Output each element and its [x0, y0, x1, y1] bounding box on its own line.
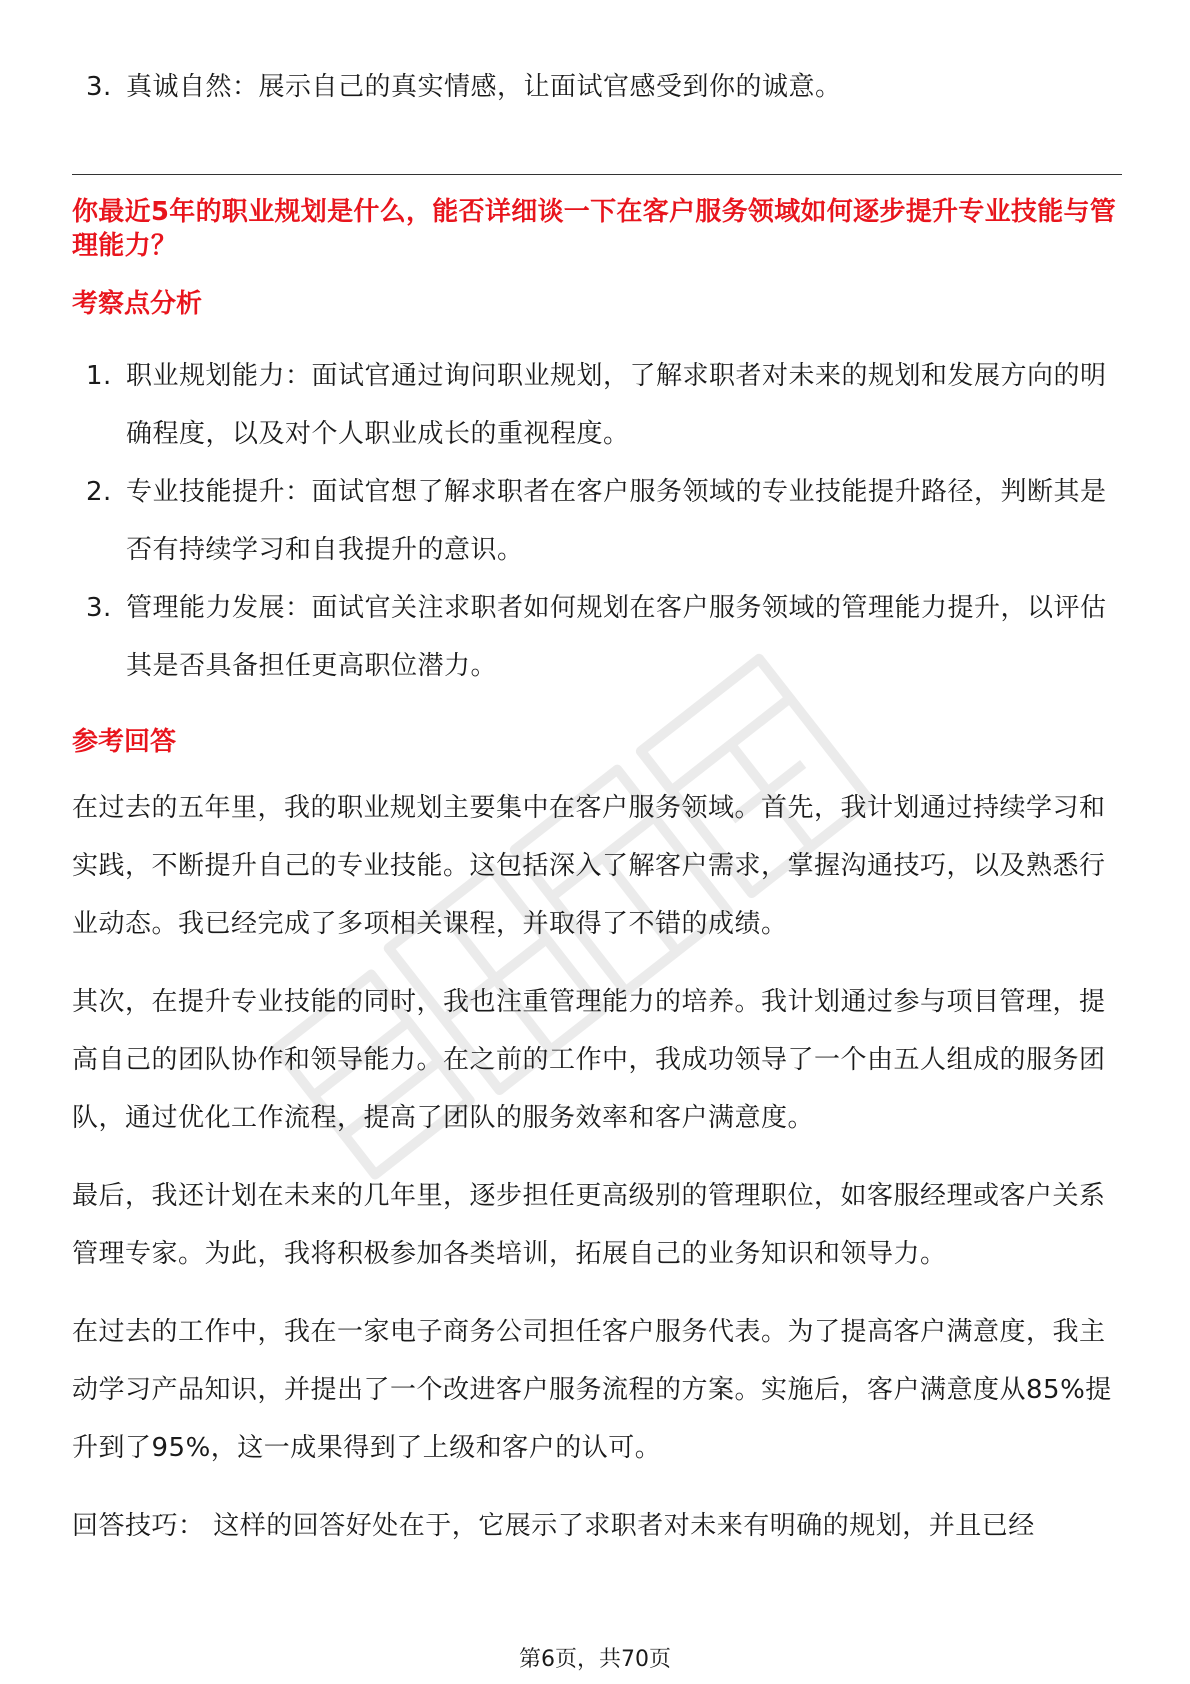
list-number: 1. — [86, 361, 112, 391]
answer-paragraph: 最后，我还计划在未来的几年里，逐步担任更高级别的管理职位，如客服经理或客户关系管理专家。为此，我将积极参加各类培训，拓展自己的业务知识和领导力。 — [72, 1181, 1106, 1269]
list-item — [72, 579, 1122, 695]
answer-paragraph: 其次，在提升专业技能的同时，我也注重管理能力的培养。我计划通过参与项目管理，提高自己的团队协作和领导能力。在之前的工作中，我成功领导了一个由五人组成的服务团队，通过优化工作流程，提高了团队的服务效率和客户满意度。 — [72, 987, 1106, 1133]
list-text: 专业技能提升：面试官想了解求职者在客户服务领域的专业技能提升路径，判断其是否有持续学习和自我提升的意识。 — [126, 477, 1107, 565]
tips-paragraph: 回答技巧： 这样的回答好处在于，它展示了求职者对未来有明确的规划，并且已经 — [72, 1511, 1035, 1541]
continued-list — [72, 58, 1122, 116]
main-content — [72, 58, 1122, 1555]
list-item — [72, 347, 1122, 463]
list-number: 3. — [86, 72, 112, 102]
list-item — [72, 58, 1122, 116]
list-number: 2. — [86, 477, 112, 507]
list-text: 职业规划能力：面试官通过询问职业规划，了解求职者对未来的规划和发展方向的明确程度，以及对个人职业成长的重视程度。 — [126, 361, 1107, 449]
question-heading: 你最近5年的职业规划是什么，能否详细谈一下在客户服务领域如何逐步提升专业技能与管理能力？ — [72, 197, 1117, 261]
answer-paragraph: 在过去的五年里，我的职业规划主要集中在客户服务领域。首先，我计划通过持续学习和实践，不断提升自己的专业技能。这包括深入了解客户需求，掌握沟通技巧，以及熟悉行业动态。我已经完成了多项相关课程，并取得了不错的成绩。 — [72, 793, 1106, 939]
answer-paragraph: 在过去的工作中，我在一家电子商务公司担任客户服务代表。为了提高客户满意度，我主动学习产品知识，并提出了一个改进客户服务流程的方案。实施后，客户满意度从85%提升到了95%，这一成果得到了上级和客户的认可。 — [72, 1317, 1112, 1463]
analysis-list — [72, 347, 1122, 695]
section-divider — [72, 174, 1122, 175]
list-text: 真诚自然：展示自己的真实情感，让面试官感受到你的诚意。 — [126, 72, 842, 102]
page-number-footer: 第6页，共70页 — [519, 1647, 671, 1672]
list-text: 管理能力发展：面试官关注求职者如何规划在客户服务领域的管理能力提升，以评估其是否具备担任更高职位潜力。 — [126, 593, 1107, 681]
analysis-title: 考察点分析 — [72, 289, 203, 319]
list-item — [72, 463, 1122, 579]
list-number: 3. — [86, 593, 112, 623]
answer-title: 参考回答 — [72, 727, 177, 757]
